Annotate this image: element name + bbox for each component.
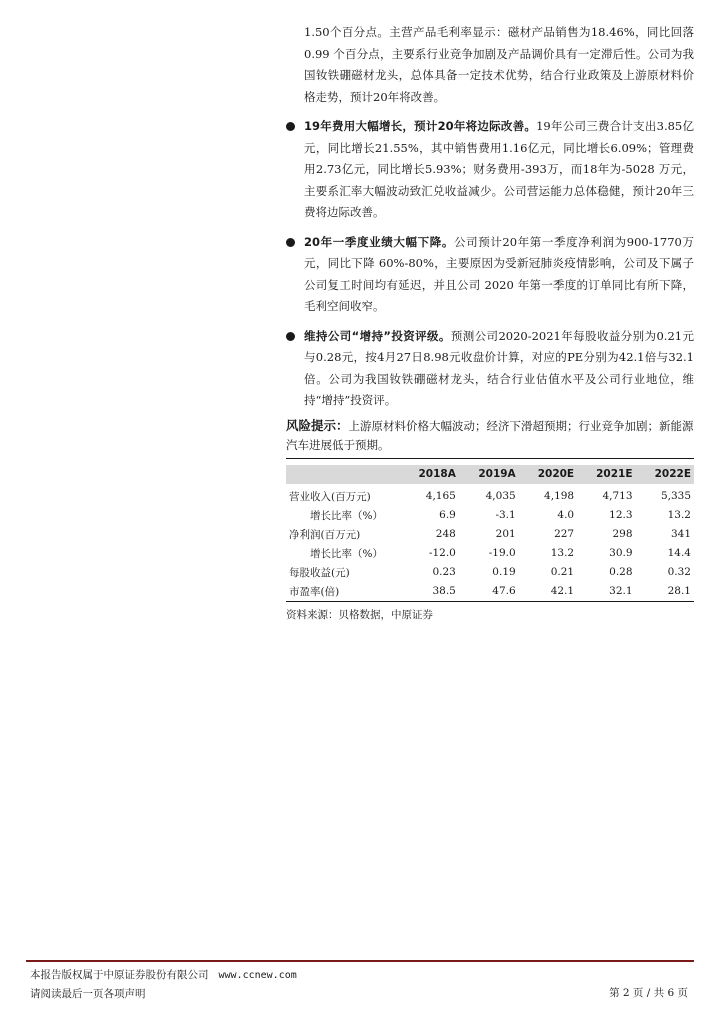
table-cell: 30.9 bbox=[609, 547, 633, 559]
bullet-text: 预测公司2020-2021年每股收益分别为0.21元与0.28元，按4月27日8.98元收盘价计算，对应的PE分别为42.1倍与32.1倍。公司为我国钕铁硼磁材龙头，结合行业估值水平及公司行业地位，维持“增持”投资评。 bbox=[304, 328, 694, 407]
table-cell: 0.28 bbox=[609, 566, 633, 578]
table-cell: 298 bbox=[612, 528, 633, 540]
table-cell: 5,335 bbox=[660, 490, 691, 502]
table-cell: 13.2 bbox=[667, 509, 691, 521]
main-content bbox=[286, 22, 694, 622]
bullet-title: 19年费用大幅增长，预计20年将边际改善。 bbox=[304, 119, 537, 133]
table-cell: 0.32 bbox=[667, 566, 691, 578]
bullet-text: 19年公司三费合计支出3.85亿元，同比增长21.55%，其中销售费用1.16亿元，同比增长6.09%；管理费用2.73亿元，同比增长5.93%；财务费用-393万，而18年为-5028 万元，主要系汇率大幅波动致汇兑收益减少。公司营运能力总体稳健，预计20年三费将边际改善。 bbox=[304, 119, 694, 219]
table-header-cell: 2018A bbox=[399, 465, 459, 484]
table-cell: 201 bbox=[495, 528, 516, 540]
table-cell: 32.1 bbox=[577, 582, 635, 602]
bullet-title: 20年一季度业绩大幅下降。 bbox=[304, 234, 454, 249]
row-label: 每股收益(元) bbox=[289, 566, 350, 579]
bullet-item bbox=[286, 232, 694, 318]
table-header-row bbox=[286, 465, 694, 484]
bullet-list bbox=[286, 116, 694, 412]
table-cell: 12.3 bbox=[609, 509, 633, 521]
row-label: 增长比率（%） bbox=[310, 509, 383, 522]
table-row bbox=[286, 525, 694, 544]
table-cell: 4,165 bbox=[425, 490, 456, 502]
table-cell: 47.6 bbox=[459, 582, 519, 602]
footer-copyright: 本报告版权属于中原证券股份有限公司 bbox=[30, 969, 209, 981]
bullet-item bbox=[286, 116, 694, 224]
table-row bbox=[286, 506, 694, 525]
table-cell: 14.4 bbox=[667, 547, 691, 559]
table-cell: 42.1 bbox=[519, 582, 577, 602]
page-number: 第 2 页 / 共 6 页 bbox=[609, 987, 688, 999]
table-row bbox=[286, 563, 694, 582]
table-cell: 38.5 bbox=[399, 582, 459, 602]
footer-disclaimer: 请阅读最后一页各项声明 bbox=[30, 988, 146, 1000]
table-cell: -3.1 bbox=[495, 509, 516, 521]
risk-warning bbox=[286, 416, 694, 459]
table-row bbox=[286, 582, 694, 602]
footer-left bbox=[30, 966, 297, 1003]
financial-forecast-table bbox=[286, 465, 694, 602]
row-label: 营业收入(百万元) bbox=[289, 490, 371, 503]
table-cell: 4,035 bbox=[485, 490, 516, 502]
table-cell: 13.2 bbox=[550, 547, 575, 559]
footer-website-link[interactable]: www.ccnew.com bbox=[218, 970, 297, 981]
bullet-title: 维持公司“增持”投资评级。 bbox=[304, 328, 451, 343]
table-header-cell: 2021E bbox=[577, 465, 635, 484]
table-row bbox=[286, 544, 694, 563]
bullet-dot-icon bbox=[286, 332, 295, 341]
bullet-dot-icon bbox=[286, 238, 295, 247]
table-cell: 248 bbox=[435, 528, 456, 540]
data-source: 资料来源：贝格数据，中原证券 bbox=[286, 608, 433, 621]
continuation-paragraph: 1.50个百分点。主营产品毛利率显示：磁材产品销售为18.46%，同比回落 0.99 个百分点，主要系行业竞争加剧及产品调价具有一定滞后性。公司为我国钕铁硼磁材龙头，总体具备一定技术优势，结合行业政策及上游原材料价格走势，预计20年将改善。 bbox=[304, 25, 694, 104]
table-cell: 4,713 bbox=[602, 490, 633, 502]
row-label: 增长比率（%） bbox=[310, 547, 383, 560]
table-header-cell: 2019A bbox=[459, 465, 519, 484]
table-header-cell: 2020E bbox=[519, 465, 577, 484]
bullet-text: 公司预计20年第一季度净利润为900-1770万元，同比下降 60%-80%，主要原因为受新冠肺炎疫情影响，公司及下属子公司复工时间均有延迟，并且公司 2020 年第一季度的订单同比有所下降，毛利空间收窄。 bbox=[304, 234, 694, 313]
risk-label: 风险提示： bbox=[286, 417, 349, 433]
table-cell: 341 bbox=[670, 528, 691, 540]
table-cell: 0.23 bbox=[432, 566, 456, 578]
footer-divider bbox=[26, 960, 694, 962]
risk-text: 上游原材料价格大幅波动；经济下滑超预期；行业竞争加剧；新能源汽车进展低于预期。 bbox=[286, 418, 694, 452]
table-cell: -12.0 bbox=[428, 547, 456, 559]
row-label: 净利润(百万元) bbox=[289, 528, 361, 541]
bullet-item bbox=[286, 326, 694, 412]
table-header-cell bbox=[286, 465, 399, 484]
table-cell: 0.19 bbox=[492, 566, 516, 578]
table-cell: 6.9 bbox=[439, 509, 456, 521]
table-cell: 28.1 bbox=[636, 582, 694, 602]
table-cell: 227 bbox=[554, 528, 575, 540]
table-cell: 4,198 bbox=[544, 490, 575, 502]
table-cell: -19.0 bbox=[488, 547, 516, 559]
table-cell: 4.0 bbox=[557, 509, 575, 521]
table-header-cell: 2022E bbox=[636, 465, 694, 484]
table-row bbox=[286, 484, 694, 506]
row-label: 市盈率(倍) bbox=[286, 582, 399, 602]
table-cell: 0.21 bbox=[550, 566, 575, 578]
bullet-dot-icon bbox=[286, 122, 295, 131]
